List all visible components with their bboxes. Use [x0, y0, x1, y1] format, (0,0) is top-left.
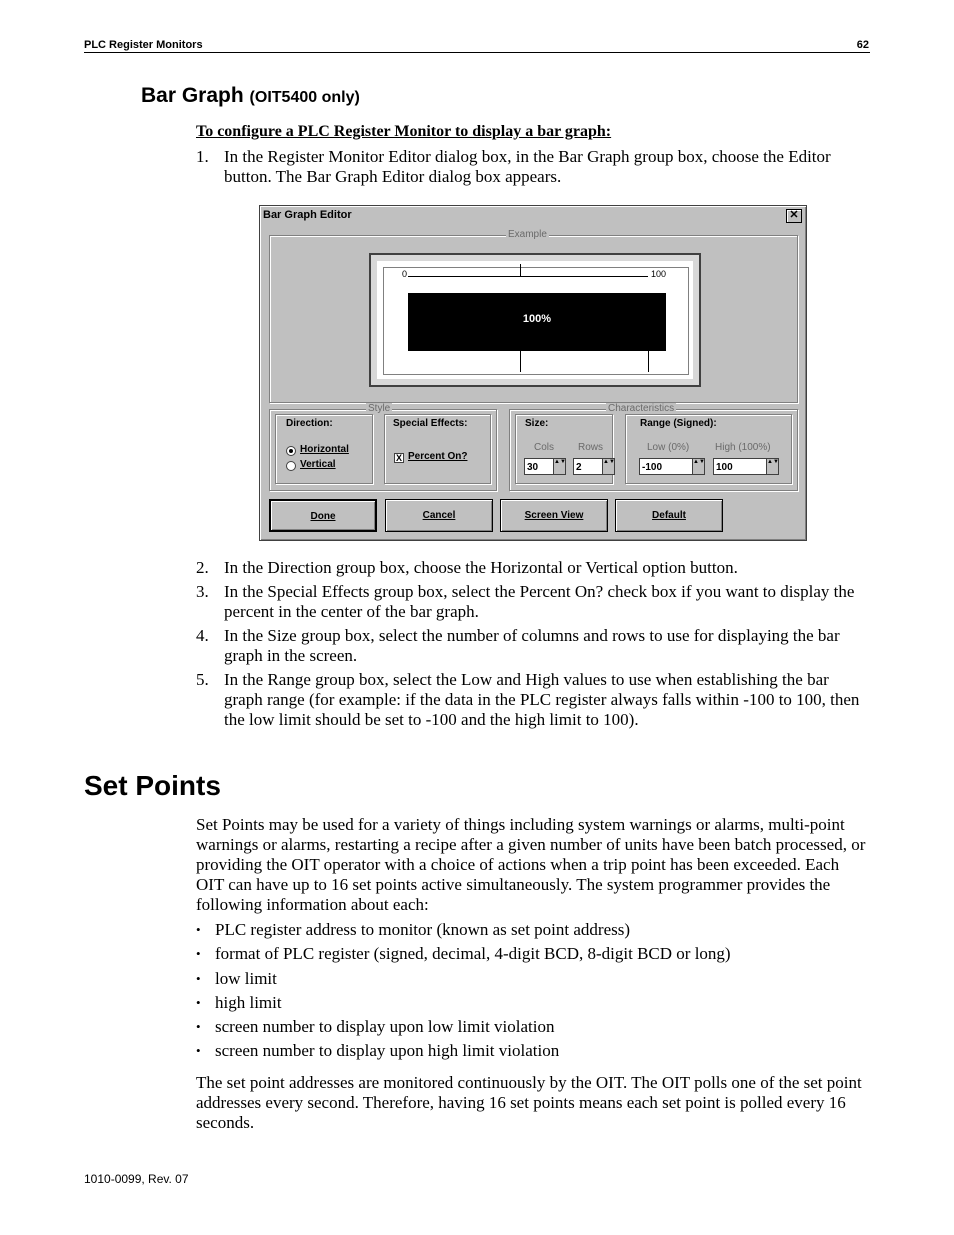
cancel-button[interactable]: Cancel [385, 499, 493, 532]
size-label: Size: [525, 418, 549, 429]
characteristics-group-label: Characteristics [608, 403, 675, 414]
list-item: • screen number to display upon high limit violation [196, 1039, 731, 1063]
set-points-heading: Set Points [84, 770, 221, 801]
low-spin-arrows-icon[interactable]: ▲▼ [692, 459, 704, 474]
set-points-bullet-list [196, 918, 731, 1064]
axis-mid-tick-lower [520, 351, 521, 372]
page-number: 62 [856, 39, 869, 51]
list-item: • low limit [196, 967, 731, 991]
bar-percent-text: 100% [522, 313, 552, 325]
high-label: High (100%) [715, 442, 771, 453]
direction-label: Direction: [286, 418, 333, 429]
rows-label: Rows [578, 442, 604, 453]
list-item: • high limit [196, 991, 731, 1015]
axis-max-label: 100 [651, 269, 667, 279]
list-item: • format of PLC register (signed, decimal, 4-digit BCD, 8-digit BCD or long) [196, 942, 731, 966]
step-item [196, 147, 866, 187]
cols-spin-arrows-icon[interactable]: ▲▼ [553, 459, 565, 474]
example-group-label: Example [508, 229, 547, 240]
footer-doc-id: 1010-0099, Rev. 07 [84, 1172, 189, 1186]
vertical-label[interactable]: Vertical [300, 459, 336, 470]
rows-value: 2 [576, 462, 582, 473]
preview-inner [383, 267, 689, 375]
dialog-title: Bar Graph Editor [263, 209, 352, 221]
step-number: 4. [196, 626, 209, 645]
high-value-spinner[interactable] [713, 458, 779, 475]
running-header-title: PLC Register Monitors [84, 39, 203, 51]
step-text: In the Size group box, select the number of columns and rows to use for displaying the bar graph in the screen. [224, 626, 840, 665]
low-label: Low (0%) [647, 442, 690, 453]
bar-graph-editor-dialog [259, 205, 807, 541]
rows-spin-arrows-icon[interactable]: ▲▼ [602, 459, 614, 474]
step-text: In the Register Monitor Editor dialog box, in the Bar Graph group box, choose the Editor button. The Bar Graph Editor dialog box appears. [224, 147, 831, 186]
list-item: • screen number to display upon low limit violation [196, 1015, 731, 1039]
vertical-radio[interactable] [286, 461, 296, 471]
cols-value: 30 [527, 462, 539, 473]
procedure-title: To configure a PLC Register Monitor to display a bar graph: [196, 123, 612, 140]
percent-on-checkbox[interactable]: X [395, 453, 402, 463]
style-group-label: Style [368, 403, 391, 414]
step-text: In the Range group box, select the Low and High values to use when establishing the bar graph range (for example: if the data in the PLC register always falls within -100 to 100, then the low limit should be set to -100 and the high limit to 100). [224, 670, 860, 729]
default-button[interactable]: Default [615, 499, 723, 532]
axis-line [408, 276, 648, 277]
set-points-closing: The set point addresses are monitored continuously by the OIT. The OIT polls one of the set point addresses every second. Therefore, having 16 set points means each set point is polled every 16 seconds. [196, 1073, 862, 1132]
low-value: -100 [642, 462, 663, 473]
close-icon[interactable]: ✕ [786, 209, 802, 223]
high-value: 100 [716, 462, 733, 473]
horizontal-radio[interactable] [286, 446, 296, 456]
step-text: In the Special Effects group box, select the Percent On? check box if you want to display the percent in the center of the bar graph. [224, 582, 855, 621]
list-item: • PLC register address to monitor (known as set point address) [196, 918, 731, 942]
cols-spinner[interactable] [524, 458, 566, 475]
low-value-spinner[interactable] [639, 458, 705, 475]
rows-spinner[interactable] [573, 458, 615, 475]
step-text: In the Direction group box, choose the Horizontal or Vertical option button. [224, 558, 738, 577]
range-label: Range (Signed): [640, 418, 717, 429]
percent-on-label[interactable]: Percent On? [408, 451, 468, 462]
axis-mid-tick [520, 264, 521, 276]
header-rule [84, 52, 870, 53]
set-points-intro: Set Points may be used for a variety of things including system warnings or alarms, multi-point warnings or alarms, restarting a recipe after a given number of units have been batch processed, or providing the OIT operator with a choice of actions when a trip point has been exceeded. Each OIT can have up to 16 set points active simultaneously. The system programmer provides the following information about each: [196, 815, 866, 914]
cols-label: Cols [534, 442, 555, 453]
bar-graph-preview [369, 253, 701, 387]
bar-graph-heading-text: Bar Graph [141, 84, 244, 107]
step-item [196, 626, 866, 666]
step-item [196, 670, 866, 730]
special-effects-label: Special Effects: [393, 418, 468, 429]
steps-list-before [196, 147, 866, 187]
horizontal-label[interactable]: Horizontal [300, 444, 349, 455]
axis-end-tick-lower [648, 351, 649, 372]
bar-graph-heading [141, 84, 360, 108]
bar-graph-fill [408, 293, 666, 351]
axis-min-label: 0 [402, 269, 408, 279]
done-button[interactable]: Done [269, 499, 377, 532]
step-number: 5. [196, 670, 209, 689]
bar-graph-heading-note: (OIT5400 only) [249, 89, 360, 106]
step-number: 2. [196, 558, 209, 577]
step-number: 1. [196, 147, 209, 166]
steps-list-after [196, 558, 866, 734]
step-item [196, 582, 866, 622]
step-number: 3. [196, 582, 209, 601]
high-spin-arrows-icon[interactable]: ▲▼ [766, 459, 778, 474]
step-item [196, 558, 866, 578]
screen-view-button[interactable]: Screen View [500, 499, 608, 532]
